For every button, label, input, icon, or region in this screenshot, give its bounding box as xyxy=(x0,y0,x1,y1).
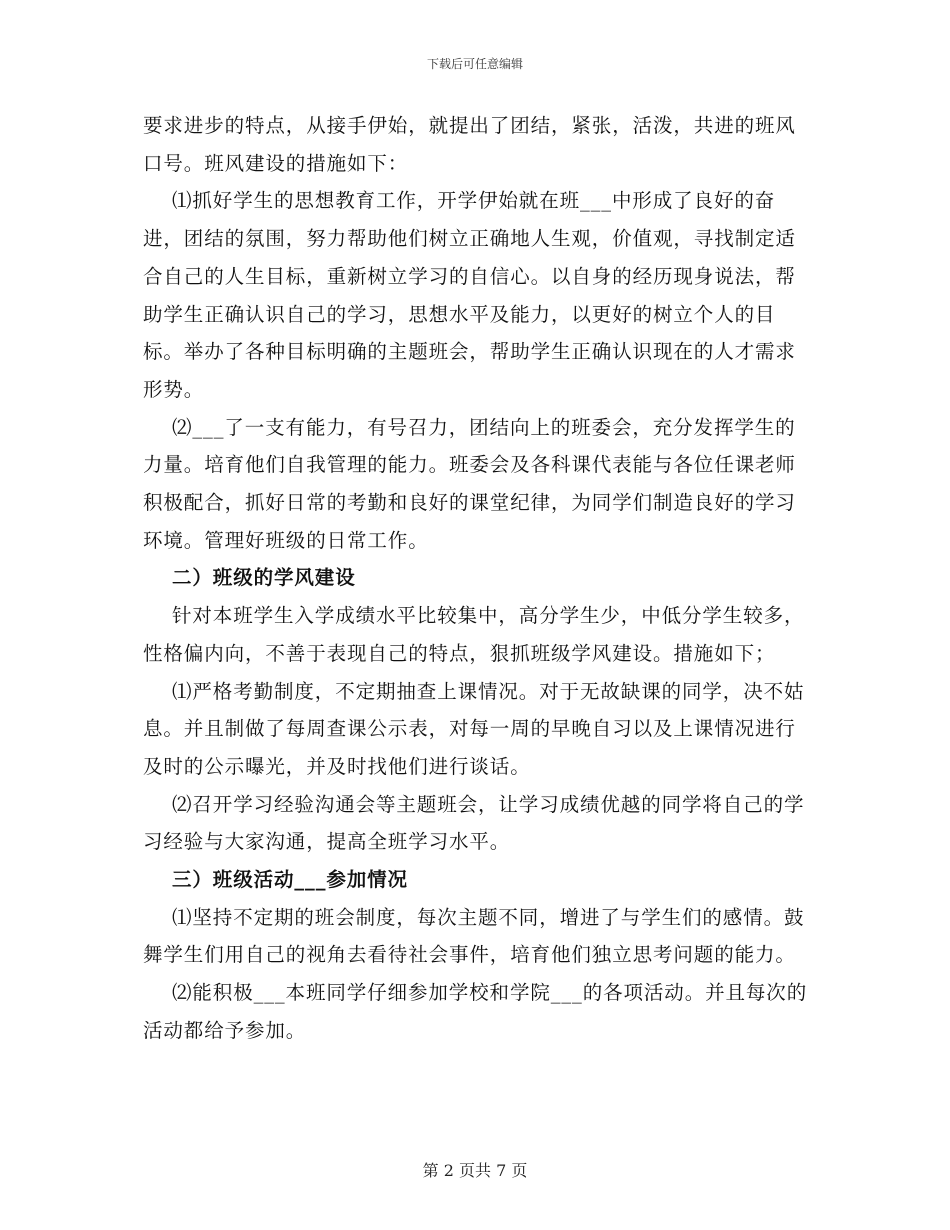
paragraph-study-style-item-2: ⑵召开学习经验沟通会等主题班会，让学习成绩优越的同学将自己的学习经验与大家沟通，提高全班学习水平。 xyxy=(143,792,805,854)
page-footer: 第 2 页共 7 页 xyxy=(422,1161,528,1180)
paragraph-study-style-intro: 针对本班学生入学成绩水平比较集中，高分学生少，中低分学生较多，性格偏内向，不善于表现自己的特点，狠抓班级学风建设。措施如下； xyxy=(143,604,805,665)
section-heading-study-style: 二）班级的学风建设 xyxy=(172,566,356,590)
paragraph-class-style-intro: 要求进步的特点，从接手伊始，就提出了团结，紧张，活泼，共进的班风口号。班风建设的措施如下： xyxy=(143,114,796,175)
page-header: 下载后可任意编辑 xyxy=(426,57,523,71)
paragraph-activities-item-1: ⑴坚持不定期的班会制度，每次主题不同，增进了与学生们的感情。鼓舞学生们用自己的视角去看待社会事件，培育他们独立思考问题的能力。 xyxy=(143,905,805,967)
paragraph-study-style-item-1: ⑴严格考勤制度，不定期抽查上课情况。对于无故缺课的同学，决不姑息。并且制做了每周查课公示表，对每一周的早晚自习以及上课情况进行及时的公示曝光，并及时找他们进行谈话。 xyxy=(143,679,805,778)
document-body xyxy=(143,107,813,1050)
paragraph-class-style-item-2: ⑵___了一支有能力，有号召力，团结向上的班委会，充分发挥学生的力量。培育他们自我管理的能力。班委会及各科课代表能与各位任课老师积极配合，抓好日常的考勤和良好的课堂纪律，为同学们制造良好的学习环境。管理好班级的日常工作。 xyxy=(143,415,796,552)
paragraph-activities-item-2: ⑵能积极___本班同学仔细参加学校和学院___的各项活动。并且每次的活动都给予参加。 xyxy=(143,981,808,1042)
paragraph-class-style-item-1: ⑴抓好学生的思想教育工作，开学伊始就在班___中形成了良好的奋进，团结的氛围，努力帮助他们树立正确地人生观，价值观，寻找制定适合自己的人生目标，重新树立学习的自信心。以自身的经历现身说法，帮助学生正确认识自己的学习，思想水平及能力，以更好的树立个人的目标。举办了各种目标明确的主题班会，帮助学生正确认识现在的人才需求形势。 xyxy=(143,189,796,401)
section-heading-class-activities: 三）班级活动___参加情况 xyxy=(172,868,408,892)
